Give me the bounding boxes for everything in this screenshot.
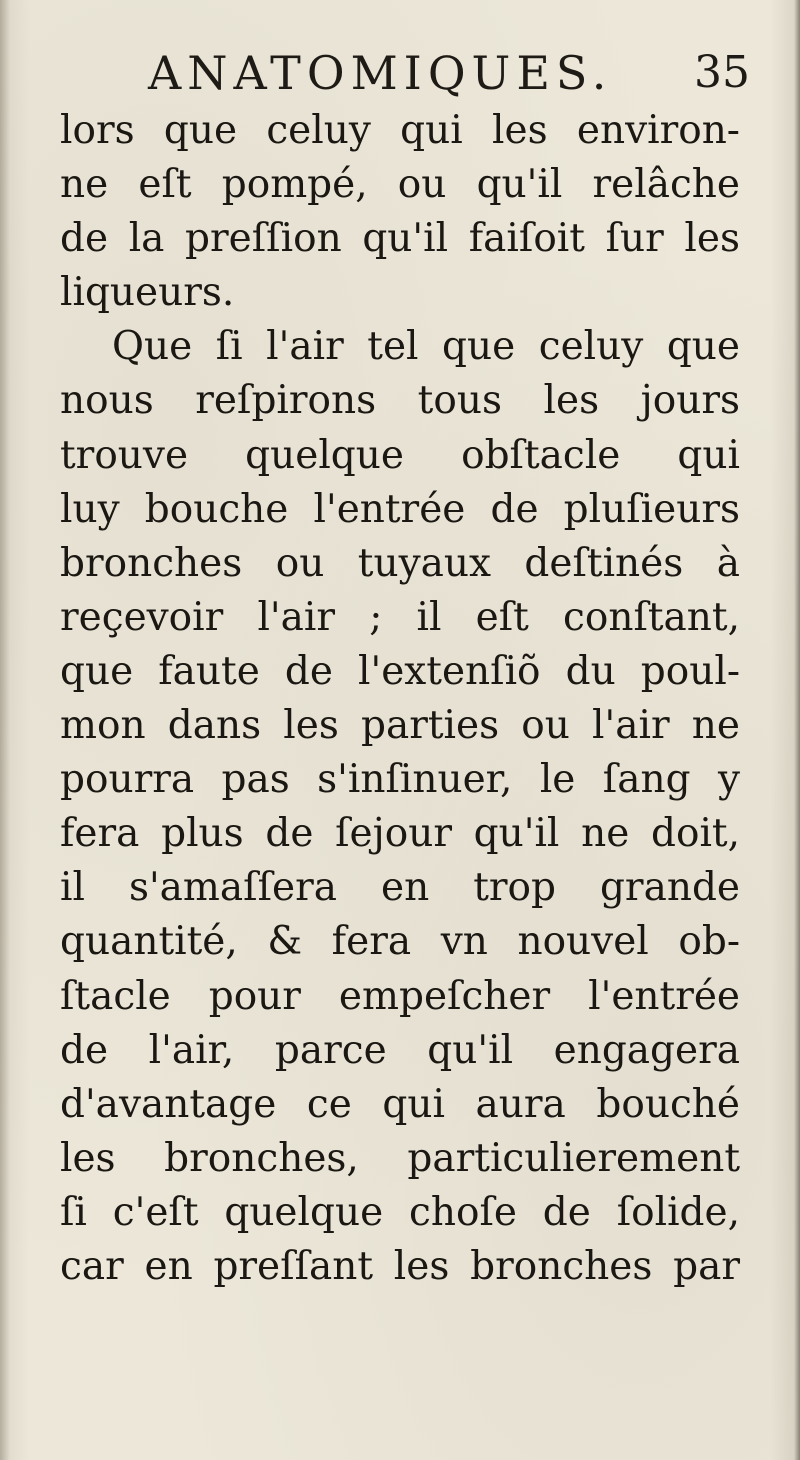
text-line: d'avantage ce qui aura bouché [60, 1081, 740, 1127]
text-line: liqueurs. [60, 270, 235, 316]
text-line: car en preſſant les bronches par [60, 1243, 740, 1289]
text-line: ſi c'eſt quelque choſe de ſolide, [60, 1189, 740, 1235]
text-line: ne eſt pompé, ou qu'il relâche [60, 162, 740, 208]
text-line: lors que celuy qui les environ- [60, 108, 740, 153]
page-header [60, 42, 750, 104]
text-line: les bronches, particulierement [60, 1135, 740, 1181]
text-line: de la preſſion qu'il faiſoit ſur les [60, 216, 740, 262]
text-line: mon dans les parties ou l'air ne [60, 703, 740, 749]
text-line: que faute de l'extenſiõ du poul- [60, 648, 740, 694]
page-number: 35 [694, 47, 750, 98]
text-line: nous reſpirons tous les jours [60, 378, 740, 424]
text-line: il s'amaſſera en trop grande [60, 865, 740, 911]
text-line: de l'air, parce qu'il engagera [60, 1027, 740, 1073]
paragraph-start-line: Que ſi l'air tel que celuy que [112, 324, 740, 370]
text-line: reçevoir l'air ; il eſt conſtant, [60, 594, 740, 640]
page-edge-shadow [794, 0, 800, 1460]
text-line: luy bouche l'entrée de pluſieurs [60, 486, 740, 532]
text-line: trouve quelque obſtacle qui [60, 432, 740, 478]
text-line: pourra pas s'inſinuer, le ſang y [60, 757, 740, 803]
body-text [60, 104, 740, 1294]
text-line: fera plus de ſejour qu'il ne doit, [60, 811, 740, 857]
text-line: bronches ou tuyaux deſtinés à [60, 540, 740, 586]
text-line: ſtacle pour empeſcher l'entrée [60, 973, 740, 1019]
text-line: quantité, & fera vn nouvel ob- [60, 919, 740, 965]
page-gutter-shadow [0, 0, 10, 1460]
running-title: ANATOMIQUES. [148, 46, 613, 100]
